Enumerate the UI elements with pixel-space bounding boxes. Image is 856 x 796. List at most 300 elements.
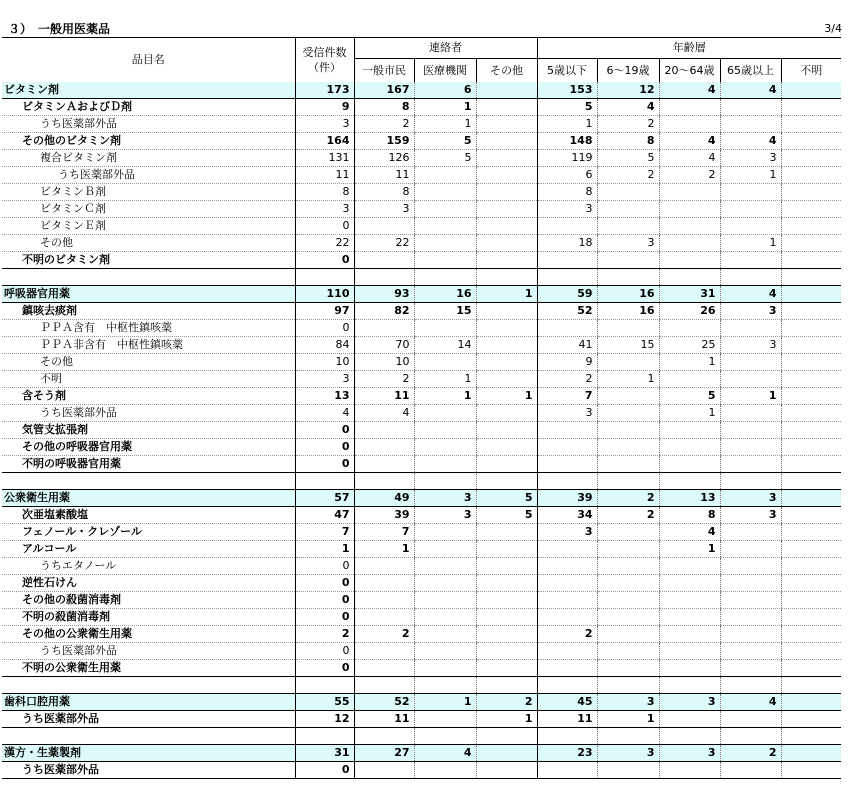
row-value bbox=[781, 201, 841, 218]
row-value bbox=[476, 660, 537, 677]
row-label: ビタミンＡおよびＤ剤 bbox=[2, 99, 295, 116]
row-value bbox=[414, 235, 476, 252]
row-value: 8 bbox=[354, 184, 414, 201]
row-value bbox=[537, 269, 597, 286]
row-value: 1 bbox=[295, 541, 354, 558]
row-value bbox=[414, 762, 476, 779]
row-value bbox=[354, 422, 414, 439]
row-value: 4 bbox=[720, 286, 781, 303]
row-value: 2 bbox=[354, 116, 414, 133]
row-value: 0 bbox=[295, 320, 354, 337]
row-value bbox=[781, 626, 841, 643]
row-label: 気管支拡張剤 bbox=[2, 422, 295, 439]
row-value bbox=[476, 609, 537, 626]
row-value: 2 bbox=[597, 116, 659, 133]
row-value: 3 bbox=[720, 337, 781, 354]
row-value: 12 bbox=[597, 82, 659, 99]
row-value: 3 bbox=[414, 507, 476, 524]
row-value: 2 bbox=[720, 745, 781, 762]
row-value bbox=[476, 320, 537, 337]
row-value bbox=[659, 592, 720, 609]
row-label: 逆性石けん bbox=[2, 575, 295, 592]
table-row bbox=[2, 541, 841, 558]
row-value bbox=[781, 541, 841, 558]
row-value: 0 bbox=[295, 422, 354, 439]
column-header-contact: 医療機関 bbox=[414, 59, 476, 83]
row-value: 13 bbox=[659, 490, 720, 507]
row-value: 16 bbox=[414, 286, 476, 303]
column-group-age: 年齢層 bbox=[537, 38, 841, 59]
received-label: 受信件数 bbox=[302, 46, 347, 59]
row-value bbox=[414, 184, 476, 201]
row-value bbox=[476, 354, 537, 371]
row-value: 3 bbox=[537, 405, 597, 422]
row-label bbox=[2, 677, 295, 694]
row-value bbox=[597, 541, 659, 558]
row-value: 5 bbox=[659, 388, 720, 405]
table-row bbox=[2, 643, 841, 660]
row-value: 31 bbox=[659, 286, 720, 303]
row-value: 0 bbox=[295, 558, 354, 575]
row-value: 8 bbox=[537, 184, 597, 201]
row-value bbox=[414, 456, 476, 473]
row-value bbox=[720, 354, 781, 371]
row-value bbox=[354, 592, 414, 609]
row-value bbox=[476, 303, 537, 320]
row-value: 1 bbox=[354, 541, 414, 558]
unit-label: （件） bbox=[308, 61, 341, 74]
row-value bbox=[659, 439, 720, 456]
row-value bbox=[781, 286, 841, 303]
row-value: 7 bbox=[295, 524, 354, 541]
row-value bbox=[781, 388, 841, 405]
row-value bbox=[781, 405, 841, 422]
row-value: 22 bbox=[295, 235, 354, 252]
table-row bbox=[2, 388, 841, 405]
table-row bbox=[2, 405, 841, 422]
row-value bbox=[781, 456, 841, 473]
row-value bbox=[781, 337, 841, 354]
row-value: 9 bbox=[537, 354, 597, 371]
row-value bbox=[476, 269, 537, 286]
row-label: その他のビタミン剤 bbox=[2, 133, 295, 150]
row-value bbox=[476, 728, 537, 745]
row-value: 11 bbox=[354, 167, 414, 184]
row-value bbox=[537, 643, 597, 660]
row-value bbox=[781, 694, 841, 711]
row-value bbox=[597, 252, 659, 269]
row-value bbox=[476, 201, 537, 218]
row-value: 23 bbox=[537, 745, 597, 762]
row-value bbox=[781, 592, 841, 609]
table-row bbox=[2, 303, 841, 320]
row-value: 1 bbox=[659, 354, 720, 371]
table-row bbox=[2, 439, 841, 456]
row-value: 49 bbox=[354, 490, 414, 507]
row-value bbox=[414, 643, 476, 660]
row-value bbox=[476, 745, 537, 762]
row-label: ＰＰＡ非含有 中枢性鎮咳薬 bbox=[2, 337, 295, 354]
column-header-age: 65歳以上 bbox=[720, 59, 781, 83]
row-value: 39 bbox=[354, 507, 414, 524]
row-value: 6 bbox=[537, 167, 597, 184]
row-value bbox=[476, 99, 537, 116]
row-label: 次亜塩素酸塩 bbox=[2, 507, 295, 524]
row-value: 4 bbox=[659, 150, 720, 167]
row-value: 148 bbox=[537, 133, 597, 150]
row-label: うち医薬部外品 bbox=[2, 762, 295, 779]
row-value bbox=[597, 405, 659, 422]
table-row bbox=[2, 150, 841, 167]
row-value bbox=[720, 422, 781, 439]
row-value: 8 bbox=[659, 507, 720, 524]
table-row bbox=[2, 320, 841, 337]
row-value bbox=[414, 473, 476, 490]
row-value bbox=[354, 575, 414, 592]
row-value bbox=[476, 371, 537, 388]
row-value: 1 bbox=[414, 388, 476, 405]
column-header-age: 5歳以下 bbox=[537, 59, 597, 83]
row-label: その他の公衆衛生用薬 bbox=[2, 626, 295, 643]
row-value bbox=[781, 609, 841, 626]
row-value bbox=[414, 218, 476, 235]
row-value: 1 bbox=[659, 541, 720, 558]
row-value: 164 bbox=[295, 133, 354, 150]
row-value bbox=[597, 388, 659, 405]
row-value bbox=[781, 524, 841, 541]
row-value: 3 bbox=[414, 490, 476, 507]
row-value: 1 bbox=[720, 167, 781, 184]
row-label: ビタミンＥ剤 bbox=[2, 218, 295, 235]
row-value bbox=[781, 371, 841, 388]
column-header-age: 6～19歳 bbox=[597, 59, 659, 83]
row-value bbox=[659, 677, 720, 694]
row-value bbox=[597, 677, 659, 694]
row-value bbox=[720, 558, 781, 575]
row-value bbox=[720, 524, 781, 541]
row-value: 31 bbox=[295, 745, 354, 762]
column-header-contact: 一般市民 bbox=[354, 59, 414, 83]
row-value bbox=[537, 609, 597, 626]
row-value: 4 bbox=[720, 133, 781, 150]
row-value bbox=[476, 677, 537, 694]
row-value bbox=[781, 99, 841, 116]
row-value: 10 bbox=[295, 354, 354, 371]
row-value bbox=[476, 541, 537, 558]
column-header-received bbox=[295, 38, 354, 83]
row-value bbox=[295, 728, 354, 745]
row-label: うち医薬部外品 bbox=[2, 643, 295, 660]
row-value bbox=[720, 184, 781, 201]
row-value bbox=[476, 167, 537, 184]
row-label: ビタミンＢ剤 bbox=[2, 184, 295, 201]
row-value bbox=[659, 252, 720, 269]
table-row bbox=[2, 371, 841, 388]
row-value bbox=[781, 354, 841, 371]
row-value bbox=[659, 626, 720, 643]
table-row bbox=[2, 422, 841, 439]
table-row bbox=[2, 626, 841, 643]
row-value bbox=[414, 405, 476, 422]
category-row bbox=[2, 286, 841, 303]
row-value: 2 bbox=[537, 371, 597, 388]
row-value: 5 bbox=[537, 99, 597, 116]
row-value bbox=[781, 507, 841, 524]
row-value bbox=[720, 320, 781, 337]
row-value: 2 bbox=[476, 694, 537, 711]
row-value bbox=[659, 184, 720, 201]
row-value bbox=[476, 133, 537, 150]
row-value: 3 bbox=[659, 694, 720, 711]
row-value: 82 bbox=[354, 303, 414, 320]
row-value bbox=[476, 150, 537, 167]
row-value: 39 bbox=[537, 490, 597, 507]
row-value: 0 bbox=[295, 252, 354, 269]
row-value bbox=[781, 660, 841, 677]
row-value: 3 bbox=[537, 524, 597, 541]
row-value: 57 bbox=[295, 490, 354, 507]
row-value: 6 bbox=[414, 82, 476, 99]
row-value bbox=[720, 626, 781, 643]
row-value bbox=[720, 660, 781, 677]
row-value bbox=[659, 643, 720, 660]
category-row bbox=[2, 490, 841, 507]
row-value bbox=[597, 524, 659, 541]
row-value: 55 bbox=[295, 694, 354, 711]
category-row bbox=[2, 82, 841, 99]
blank-row bbox=[2, 269, 841, 286]
row-value: 15 bbox=[414, 303, 476, 320]
row-label: 漢方・生薬製剤 bbox=[2, 745, 295, 762]
row-value bbox=[414, 711, 476, 728]
row-value bbox=[537, 456, 597, 473]
row-label: その他の呼吸器官用薬 bbox=[2, 439, 295, 456]
row-value bbox=[354, 269, 414, 286]
row-value bbox=[781, 235, 841, 252]
row-value bbox=[476, 456, 537, 473]
row-value bbox=[720, 252, 781, 269]
row-label: 含そう剤 bbox=[2, 388, 295, 405]
row-value: 3 bbox=[720, 150, 781, 167]
row-value bbox=[781, 439, 841, 456]
row-value bbox=[659, 762, 720, 779]
row-label: ＰＰＡ含有 中枢性鎮咳薬 bbox=[2, 320, 295, 337]
row-value bbox=[659, 371, 720, 388]
row-value: 0 bbox=[295, 456, 354, 473]
row-value bbox=[597, 473, 659, 490]
row-value bbox=[354, 252, 414, 269]
row-value: 1 bbox=[476, 286, 537, 303]
row-value bbox=[659, 660, 720, 677]
row-value bbox=[720, 201, 781, 218]
column-header-name: 品目名 bbox=[2, 38, 295, 83]
row-value: 5 bbox=[414, 133, 476, 150]
row-value: 10 bbox=[354, 354, 414, 371]
row-value bbox=[781, 184, 841, 201]
row-value: 5 bbox=[597, 150, 659, 167]
row-value: 2 bbox=[597, 167, 659, 184]
row-value bbox=[781, 218, 841, 235]
row-value bbox=[659, 422, 720, 439]
row-value bbox=[537, 575, 597, 592]
row-label: 鎮咳去痰剤 bbox=[2, 303, 295, 320]
row-value bbox=[597, 422, 659, 439]
row-value: 4 bbox=[659, 524, 720, 541]
row-value bbox=[537, 660, 597, 677]
row-value bbox=[781, 167, 841, 184]
row-value: 3 bbox=[537, 201, 597, 218]
row-value bbox=[597, 184, 659, 201]
row-label: その他 bbox=[2, 235, 295, 252]
row-value bbox=[414, 660, 476, 677]
row-value bbox=[720, 218, 781, 235]
row-value bbox=[720, 439, 781, 456]
table-row bbox=[2, 116, 841, 133]
table-row bbox=[2, 201, 841, 218]
row-value: 159 bbox=[354, 133, 414, 150]
row-value bbox=[659, 558, 720, 575]
table-row bbox=[2, 660, 841, 677]
row-value bbox=[414, 252, 476, 269]
row-value bbox=[537, 541, 597, 558]
table-row bbox=[2, 507, 841, 524]
row-label: 呼吸器官用薬 bbox=[2, 286, 295, 303]
row-value bbox=[354, 660, 414, 677]
row-value bbox=[476, 558, 537, 575]
table-row bbox=[2, 609, 841, 626]
row-value bbox=[781, 728, 841, 745]
row-value bbox=[476, 252, 537, 269]
row-value: 0 bbox=[295, 575, 354, 592]
row-value bbox=[781, 303, 841, 320]
row-value bbox=[537, 439, 597, 456]
row-value bbox=[659, 711, 720, 728]
row-value bbox=[354, 643, 414, 660]
row-value: 2 bbox=[659, 167, 720, 184]
row-value bbox=[597, 269, 659, 286]
row-value bbox=[537, 473, 597, 490]
row-value: 0 bbox=[295, 660, 354, 677]
row-value: 0 bbox=[295, 609, 354, 626]
row-value bbox=[781, 490, 841, 507]
row-label: 複合ビタミン剤 bbox=[2, 150, 295, 167]
row-value: 2 bbox=[295, 626, 354, 643]
table-row bbox=[2, 575, 841, 592]
row-value: 15 bbox=[597, 337, 659, 354]
row-value bbox=[597, 728, 659, 745]
row-value: 41 bbox=[537, 337, 597, 354]
row-value: 2 bbox=[537, 626, 597, 643]
table-row bbox=[2, 252, 841, 269]
row-value bbox=[414, 524, 476, 541]
row-value bbox=[414, 609, 476, 626]
row-value: 4 bbox=[720, 694, 781, 711]
row-value: 1 bbox=[476, 711, 537, 728]
row-value: 1 bbox=[476, 388, 537, 405]
row-value: 9 bbox=[295, 99, 354, 116]
row-value bbox=[354, 762, 414, 779]
column-header-contact: その他 bbox=[476, 59, 537, 83]
row-label: フェノール・クレゾール bbox=[2, 524, 295, 541]
row-value bbox=[720, 99, 781, 116]
row-label: 不明のビタミン剤 bbox=[2, 252, 295, 269]
row-value: 8 bbox=[295, 184, 354, 201]
row-value bbox=[476, 524, 537, 541]
row-value: 52 bbox=[537, 303, 597, 320]
row-value bbox=[781, 677, 841, 694]
row-value: 1 bbox=[597, 711, 659, 728]
row-value: 3 bbox=[659, 745, 720, 762]
column-header-age: 20～64歳 bbox=[659, 59, 720, 83]
table-row bbox=[2, 558, 841, 575]
row-value: 5 bbox=[414, 150, 476, 167]
row-value: 0 bbox=[295, 439, 354, 456]
row-value bbox=[414, 575, 476, 592]
row-value bbox=[537, 677, 597, 694]
row-value: 97 bbox=[295, 303, 354, 320]
row-value: 26 bbox=[659, 303, 720, 320]
row-value bbox=[659, 320, 720, 337]
row-value: 3 bbox=[597, 694, 659, 711]
row-value bbox=[597, 660, 659, 677]
row-value bbox=[659, 609, 720, 626]
row-value bbox=[414, 201, 476, 218]
row-value: 3 bbox=[295, 201, 354, 218]
row-value: 3 bbox=[295, 371, 354, 388]
row-value bbox=[295, 677, 354, 694]
row-value: 11 bbox=[354, 388, 414, 405]
row-value: 3 bbox=[295, 116, 354, 133]
row-value bbox=[720, 677, 781, 694]
blank-row bbox=[2, 473, 841, 490]
row-value: 3 bbox=[720, 507, 781, 524]
row-value bbox=[659, 269, 720, 286]
table-row bbox=[2, 184, 841, 201]
row-value bbox=[781, 745, 841, 762]
row-value: 4 bbox=[414, 745, 476, 762]
row-value bbox=[476, 405, 537, 422]
row-value: 8 bbox=[354, 99, 414, 116]
row-value: 5 bbox=[476, 490, 537, 507]
row-value bbox=[354, 218, 414, 235]
row-value: 4 bbox=[295, 405, 354, 422]
table-row bbox=[2, 524, 841, 541]
row-value: 1 bbox=[414, 99, 476, 116]
row-value bbox=[597, 609, 659, 626]
row-value bbox=[781, 269, 841, 286]
row-value: 16 bbox=[597, 303, 659, 320]
row-label: 公衆衛生用薬 bbox=[2, 490, 295, 507]
row-value: 25 bbox=[659, 337, 720, 354]
row-value bbox=[720, 609, 781, 626]
row-value bbox=[354, 456, 414, 473]
table-row bbox=[2, 456, 841, 473]
row-value bbox=[476, 762, 537, 779]
row-value bbox=[414, 439, 476, 456]
table-row bbox=[2, 337, 841, 354]
column-header-age: 不明 bbox=[781, 59, 841, 83]
table-row bbox=[2, 99, 841, 116]
table-row bbox=[2, 592, 841, 609]
row-value bbox=[597, 558, 659, 575]
row-value bbox=[476, 626, 537, 643]
row-value bbox=[476, 643, 537, 660]
row-value bbox=[476, 575, 537, 592]
row-value bbox=[597, 575, 659, 592]
row-value bbox=[537, 762, 597, 779]
row-label bbox=[2, 728, 295, 745]
row-value bbox=[720, 541, 781, 558]
